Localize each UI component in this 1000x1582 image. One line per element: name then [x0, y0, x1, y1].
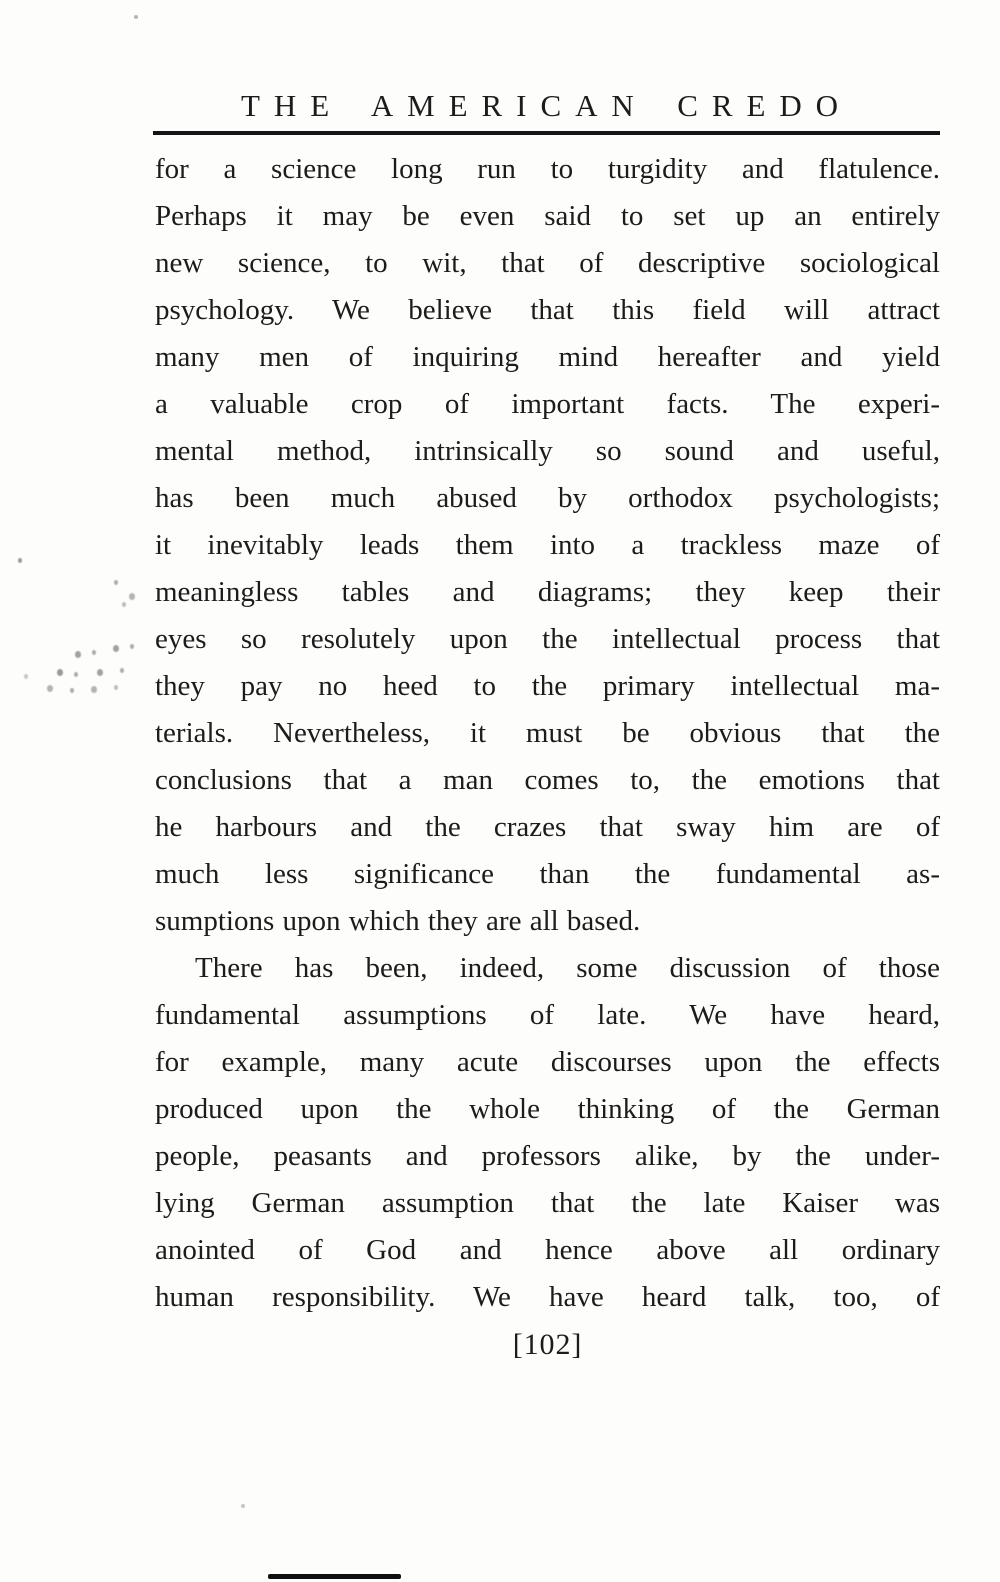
- text-line: people, peasants and professors alike, by the under-: [155, 1140, 940, 1172]
- page-header: THE AMERICAN CREDO: [240, 88, 853, 123]
- page-number: [102]: [512, 1328, 583, 1361]
- text-line: has been much abused by orthodox psychologists;: [155, 482, 940, 514]
- text-line: eyes so resolutely upon the intellectual process that: [155, 623, 940, 655]
- text-line: for a science long run to turgidity and flatulence.: [155, 153, 940, 185]
- text-line: they pay no heed to the primary intellectual ma-: [155, 670, 940, 702]
- text-line: There has been, indeed, some discussion of those: [195, 952, 940, 984]
- scan-artifact-dot: [241, 1504, 245, 1508]
- text-line: produced upon the whole thinking of the German: [155, 1093, 940, 1125]
- header-rule: [153, 131, 940, 135]
- text-line: new science, to wit, that of descriptive sociological: [155, 247, 940, 279]
- text-line: lying German assumption that the late Kaiser was: [155, 1187, 940, 1219]
- text-line: mental method, intrinsically so sound and useful,: [155, 435, 940, 467]
- text-line: Perhaps it may be even said to set up an entirely: [155, 200, 940, 232]
- text-line: he harbours and the crazes that sway him are of: [155, 811, 940, 843]
- text-line: for example, many acute discourses upon the effects: [155, 1046, 940, 1078]
- smudge-dots: [18, 558, 22, 563]
- text-line: sumptions upon which they are all based.: [155, 905, 641, 937]
- text-line: anointed of God and hence above all ordinary: [155, 1234, 940, 1266]
- text-line: many men of inquiring mind hereafter and yield: [155, 341, 940, 373]
- body-text: [155, 146, 940, 1321]
- text-line: it inevitably leads them into a trackless maze of: [155, 529, 940, 561]
- text-line: psychology. We believe that this field will attract: [155, 294, 940, 326]
- text-line: fundamental assumptions of late. We have heard,: [155, 999, 940, 1031]
- scan-artifact-line: [268, 1574, 401, 1579]
- text-line: conclusions that a man comes to, the emotions that: [155, 764, 940, 796]
- text-line: human responsibility. We have heard talk, too, of: [155, 1281, 940, 1313]
- text-line: terials. Nevertheless, it must be obvious that the: [155, 717, 940, 749]
- text-line: meaningless tables and diagrams; they keep their: [155, 576, 940, 608]
- scan-artifact-dot: [134, 15, 138, 19]
- pencil-smudge-mark: [18, 558, 148, 708]
- text-line: a valuable crop of important facts. The experi-: [155, 388, 940, 420]
- text-line: much less significance than the fundamental as-: [155, 858, 940, 890]
